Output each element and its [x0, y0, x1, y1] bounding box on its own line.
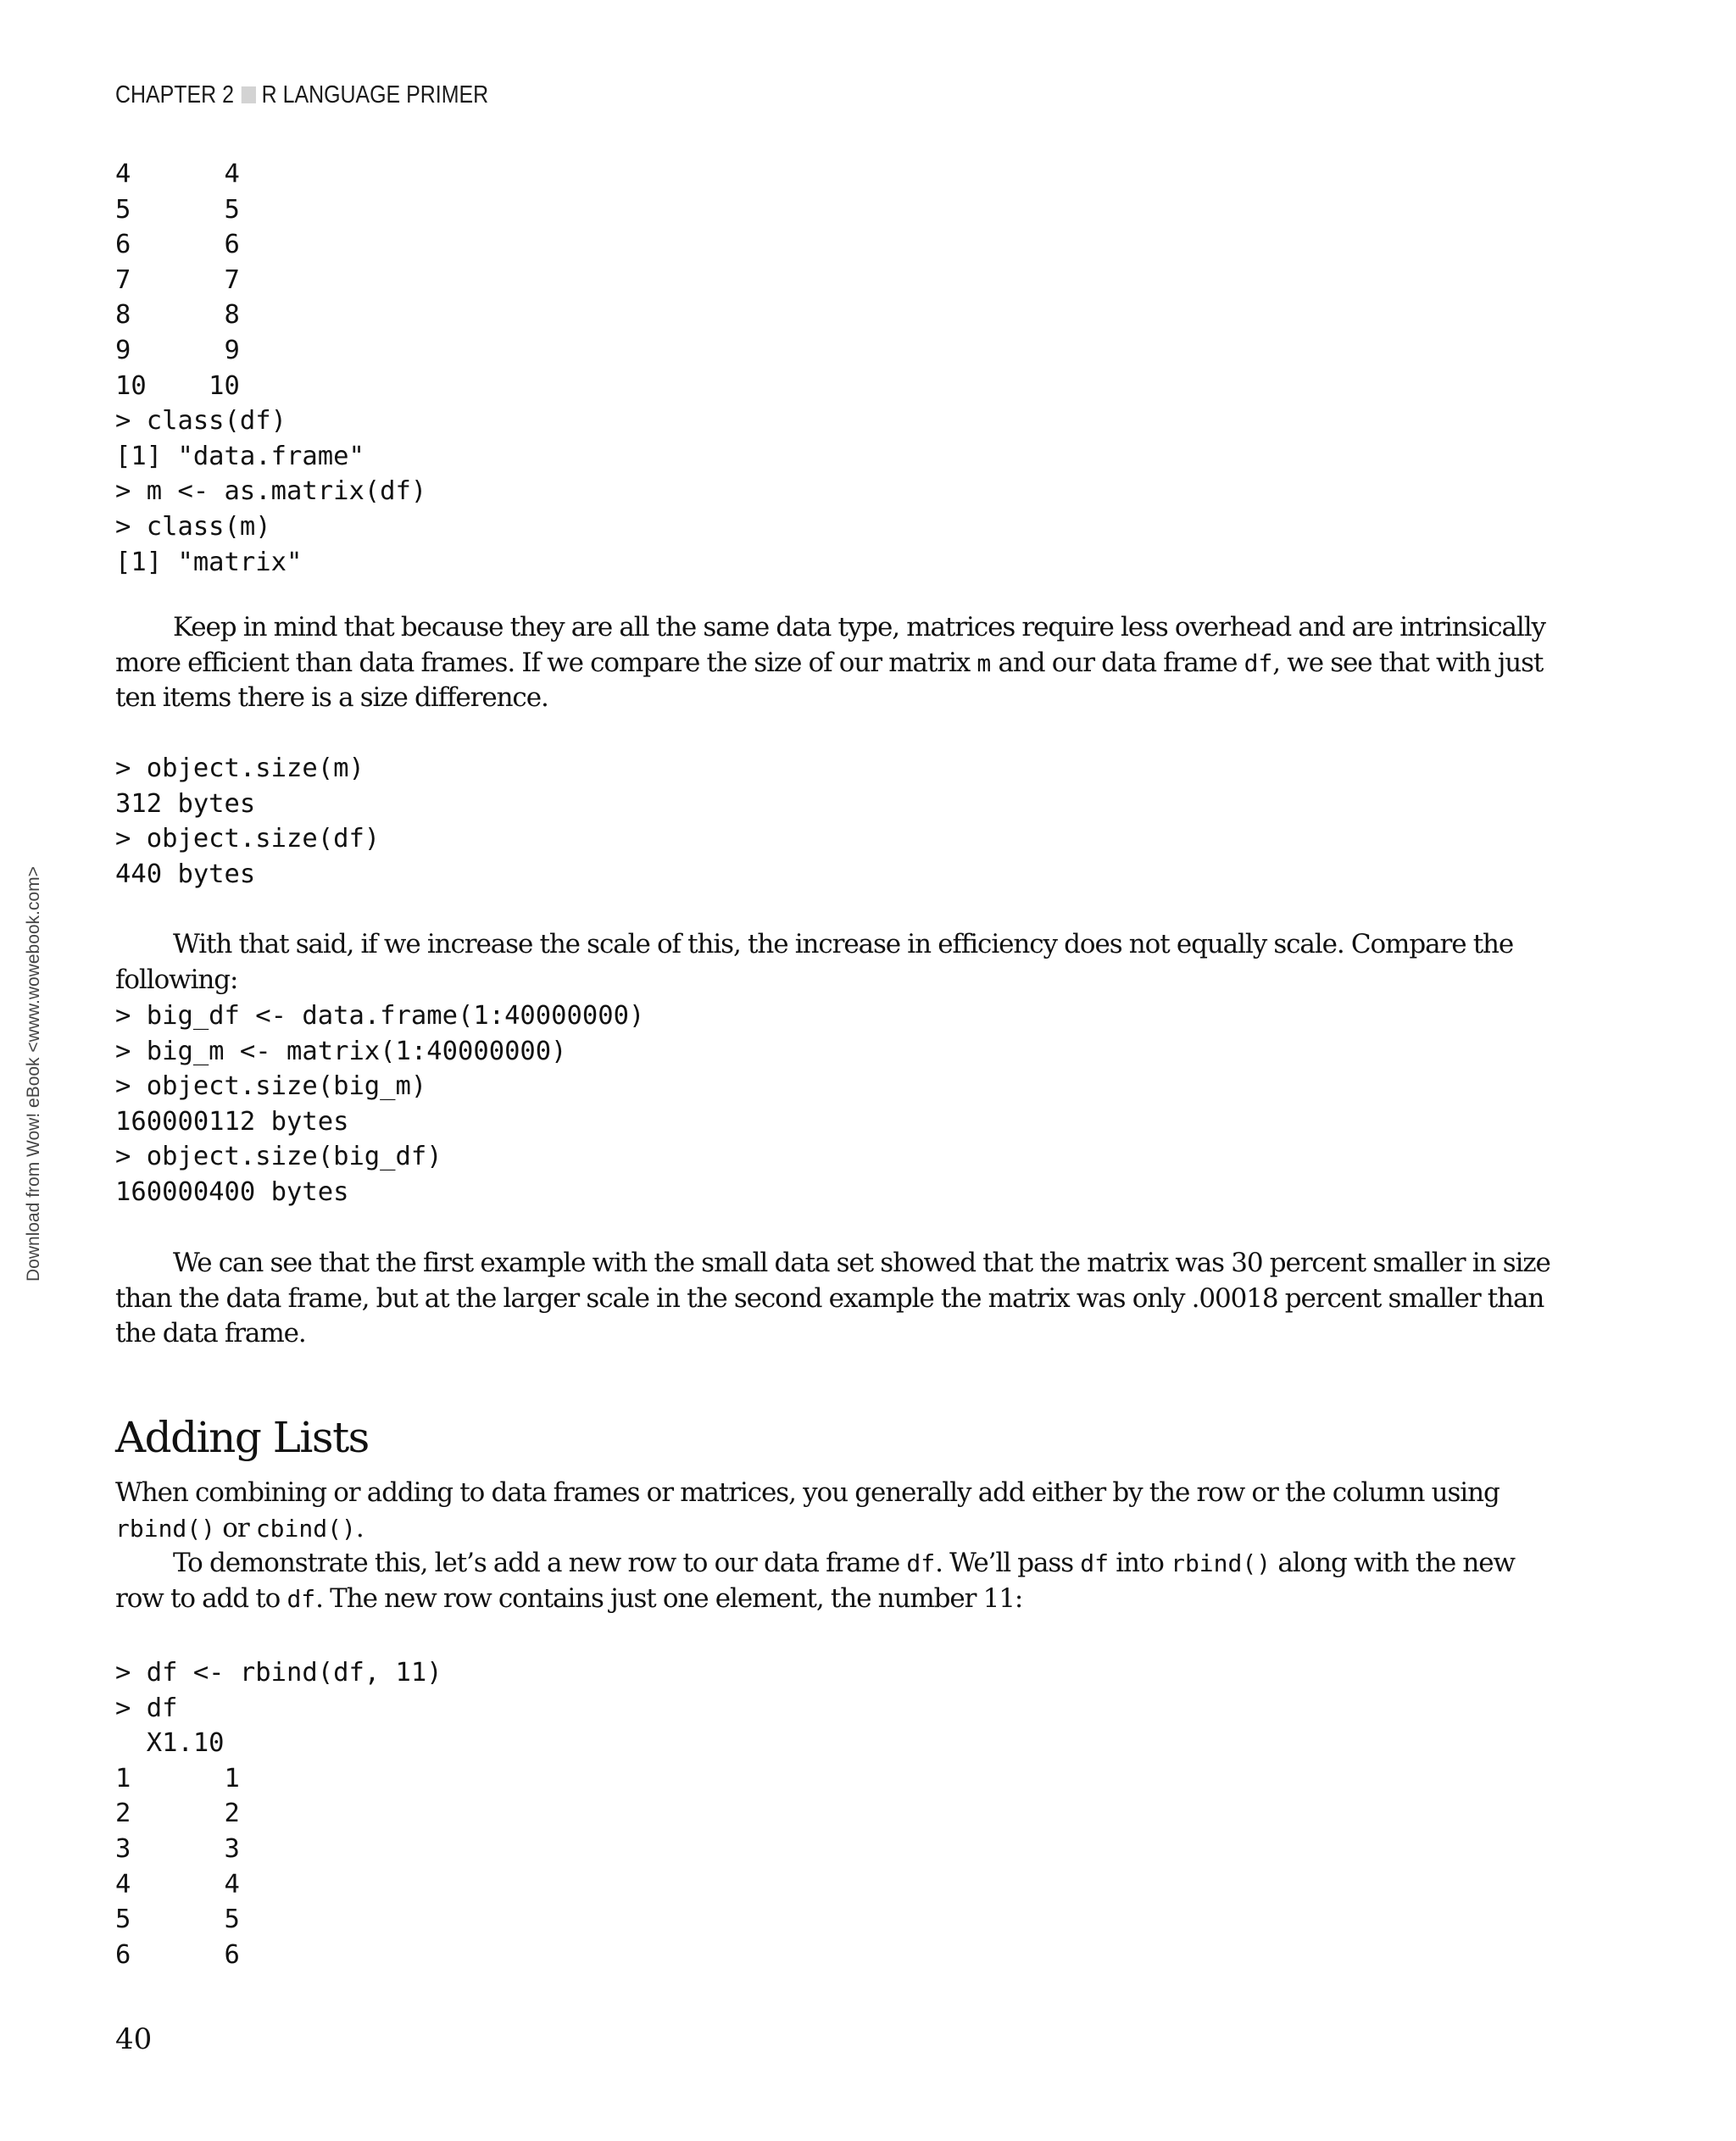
- code-line: [1] "data.frame": [115, 441, 364, 471]
- inline-code: df: [287, 1584, 316, 1613]
- paragraph-matrix-efficiency: [115, 610, 1556, 716]
- text-run: Keep in mind that because they are all the same data type, matrices require less overhead and are intrinsically more efficient than data frames. If we compare the size of our matrix: [115, 612, 1545, 678]
- code-line: 8 8: [115, 300, 240, 331]
- text-run: . We’ll pass: [935, 1548, 1081, 1578]
- inline-code: df: [1080, 1549, 1109, 1577]
- code-line: 4 4: [115, 1869, 240, 1899]
- text-run: or: [215, 1512, 256, 1543]
- code-line: 3 3: [115, 1833, 240, 1864]
- code-line: 7 7: [115, 264, 240, 295]
- code-line: 10 10: [115, 370, 240, 401]
- code-line: 2 2: [115, 1799, 240, 1829]
- text-run: along with the new row to add to: [115, 1548, 1515, 1614]
- inline-code: cbind(): [255, 1514, 356, 1543]
- inline-code: m: [976, 648, 992, 677]
- code-line: 5 5: [115, 1905, 240, 1935]
- text-run: into: [1108, 1548, 1171, 1578]
- page-number: 40: [115, 2022, 153, 2056]
- running-head: [115, 78, 488, 112]
- code-line: 1 1: [115, 1763, 240, 1793]
- download-watermark: Download from Wow! eBook <www.wowebook.com>: [24, 866, 43, 1282]
- paragraph-rbind-demo: [115, 1546, 1556, 1616]
- header-separator: [242, 86, 256, 103]
- code-line: > df: [115, 1693, 178, 1723]
- code-line: > object.size(big_df): [115, 1142, 442, 1172]
- code-line: 160000112 bytes: [115, 1106, 349, 1137]
- text-run: , we see that with just ten items there is a size difference.: [115, 647, 1544, 714]
- inline-code: df: [906, 1549, 936, 1577]
- text-run: and our data frame: [991, 647, 1244, 678]
- code-line: > df <- rbind(df, 11): [115, 1658, 442, 1688]
- code-line: > object.size(m): [115, 754, 364, 783]
- chapter-label: CHAPTER 2: [115, 81, 234, 108]
- code-line: 440 bytes: [115, 859, 256, 889]
- code-line: 4 4: [115, 159, 240, 189]
- code-line: 6 6: [115, 230, 240, 260]
- code-block-rbind: [115, 1655, 442, 1972]
- code-block-class-output: [115, 157, 426, 580]
- inline-code: df: [1244, 648, 1273, 677]
- code-block-big-objects: [115, 998, 644, 1210]
- inline-code: rbind(): [1171, 1549, 1271, 1577]
- code-line: X1.10: [115, 1728, 225, 1759]
- code-block-object-size: [115, 751, 380, 892]
- text-run: . The new row contains just one element, the number 11:: [315, 1582, 1023, 1614]
- section-heading: Adding Lists: [115, 1413, 369, 1462]
- paragraph-combining: [115, 1476, 1556, 1546]
- code-line: 5 5: [115, 194, 240, 225]
- code-line: 6 6: [115, 1939, 240, 1970]
- paragraph-comparison: We can see that the first example with the small data set showed that the matrix was 30 percent smaller in size than the data frame, but at the larger scale in the second example the matrix was only .00018 percent smaller than the data frame.: [115, 1248, 1550, 1349]
- code-line: > object.size(big_m): [115, 1071, 427, 1102]
- text-run: .: [355, 1512, 364, 1543]
- code-line: 9 9: [115, 335, 240, 365]
- code-line: > object.size(df): [115, 824, 381, 854]
- code-line: > big_df <- data.frame(1:40000000): [115, 1001, 645, 1031]
- code-line: > class(df): [115, 406, 287, 437]
- code-line: > big_m <- matrix(1:40000000): [115, 1036, 567, 1066]
- code-line: > class(m): [115, 511, 271, 542]
- inline-code: rbind(): [115, 1514, 216, 1543]
- code-line: 160000400 bytes: [115, 1176, 349, 1207]
- text-run: When combining or adding to data frames or matrices, you generally add either by the row or the column using: [115, 1477, 1500, 1508]
- paragraph-scale: With that said, if we increase the scale of this, the increase in efficiency does not equally scale. Compare the following:: [115, 929, 1514, 995]
- code-line: [1] "matrix": [115, 547, 303, 577]
- code-line: 312 bytes: [115, 788, 256, 819]
- code-line: > m <- as.matrix(df): [115, 476, 427, 507]
- chapter-title: R LANGUAGE PRIMER: [261, 81, 489, 108]
- text-run: To demonstrate this, let’s add a new row to our data frame: [173, 1548, 907, 1578]
